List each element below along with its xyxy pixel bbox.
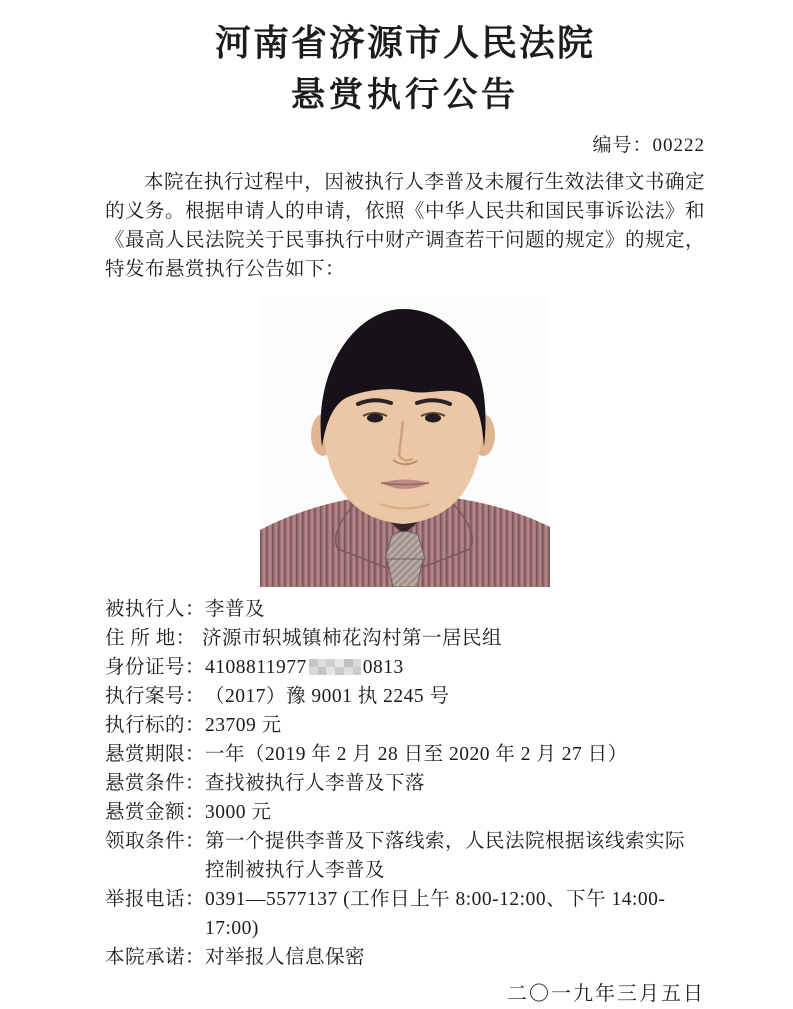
field-value: 对举报人信息保密 bbox=[205, 947, 366, 968]
field-value: 一年（2019 年 2 月 28 日至 2020 年 2 月 27 日） bbox=[205, 744, 628, 765]
field-row-address bbox=[105, 624, 705, 653]
issue-date: 二〇一九年三月五日 bbox=[507, 983, 705, 1005]
field-value: 第一个提供李普及下落线索，人民法院根据该线索实际控制被执行人李普及 bbox=[205, 831, 686, 881]
field-label: 悬赏金额： bbox=[105, 802, 206, 823]
intro-paragraph: 本院在执行过程中，因被执行人李普及未履行生效法律文书确定的义务。根据申请人的申请，依照《中华人民共和国民事诉讼法》和《最高人民法院关于民事执行中财产调查若干问题的规定》的规定，特发布悬赏执行公告如下： bbox=[105, 172, 706, 280]
field-row-tip-hotline bbox=[105, 885, 705, 943]
subject-portrait-photo bbox=[260, 297, 550, 587]
field-row-reward-amount bbox=[105, 798, 705, 827]
field-row-claim-condition bbox=[105, 827, 705, 885]
id-number-suffix: 0813 bbox=[362, 657, 404, 678]
field-row-reward-period bbox=[105, 740, 705, 769]
portrait-illustration bbox=[260, 297, 550, 587]
id-number-prefix: 4108811977 bbox=[205, 657, 307, 678]
field-value: 0391—5577137 (工作日上午 8:00-12:00、下午 14:00-17:00) bbox=[205, 889, 666, 939]
field-label: 身份证号： bbox=[105, 657, 206, 678]
field-label: 领取条件： bbox=[105, 831, 206, 852]
redaction-mosaic bbox=[309, 659, 361, 675]
field-value: （2017）豫 9001 执 2245 号 bbox=[205, 686, 450, 707]
field-value: 23709 元 bbox=[205, 715, 282, 736]
field-label: 执行标的： bbox=[105, 715, 206, 736]
field-value: 3000 元 bbox=[205, 802, 272, 823]
field-row-court-promise bbox=[105, 943, 705, 972]
field-row-subject bbox=[105, 595, 705, 624]
field-label: 执行案号： bbox=[105, 686, 206, 707]
field-label: 举报电话： bbox=[105, 889, 206, 910]
field-row-reward-condition bbox=[105, 769, 705, 798]
field-label: 本院承诺： bbox=[105, 947, 206, 968]
field-label: 悬赏期限： bbox=[105, 744, 206, 765]
field-row-execution-target bbox=[105, 711, 705, 740]
field-row-id-number bbox=[105, 653, 705, 682]
field-value: 李普及 bbox=[205, 599, 266, 620]
field-value bbox=[205, 653, 705, 682]
field-label: 被执行人： bbox=[105, 599, 206, 620]
doc-number: 编号：00222 bbox=[592, 135, 705, 156]
field-row-case-number bbox=[105, 682, 705, 711]
announcement-title: 悬赏执行公告 bbox=[291, 77, 519, 114]
court-title: 河南省济源市人民法院 bbox=[214, 23, 595, 63]
field-value: 查找被执行人李普及下落 bbox=[205, 773, 426, 794]
field-label: 悬赏条件： bbox=[105, 773, 206, 794]
case-detail-fields bbox=[105, 595, 705, 972]
field-value: 济源市轵城镇柿花沟村第一居民组 bbox=[202, 628, 503, 649]
field-label: 住 所 地： bbox=[105, 628, 196, 649]
